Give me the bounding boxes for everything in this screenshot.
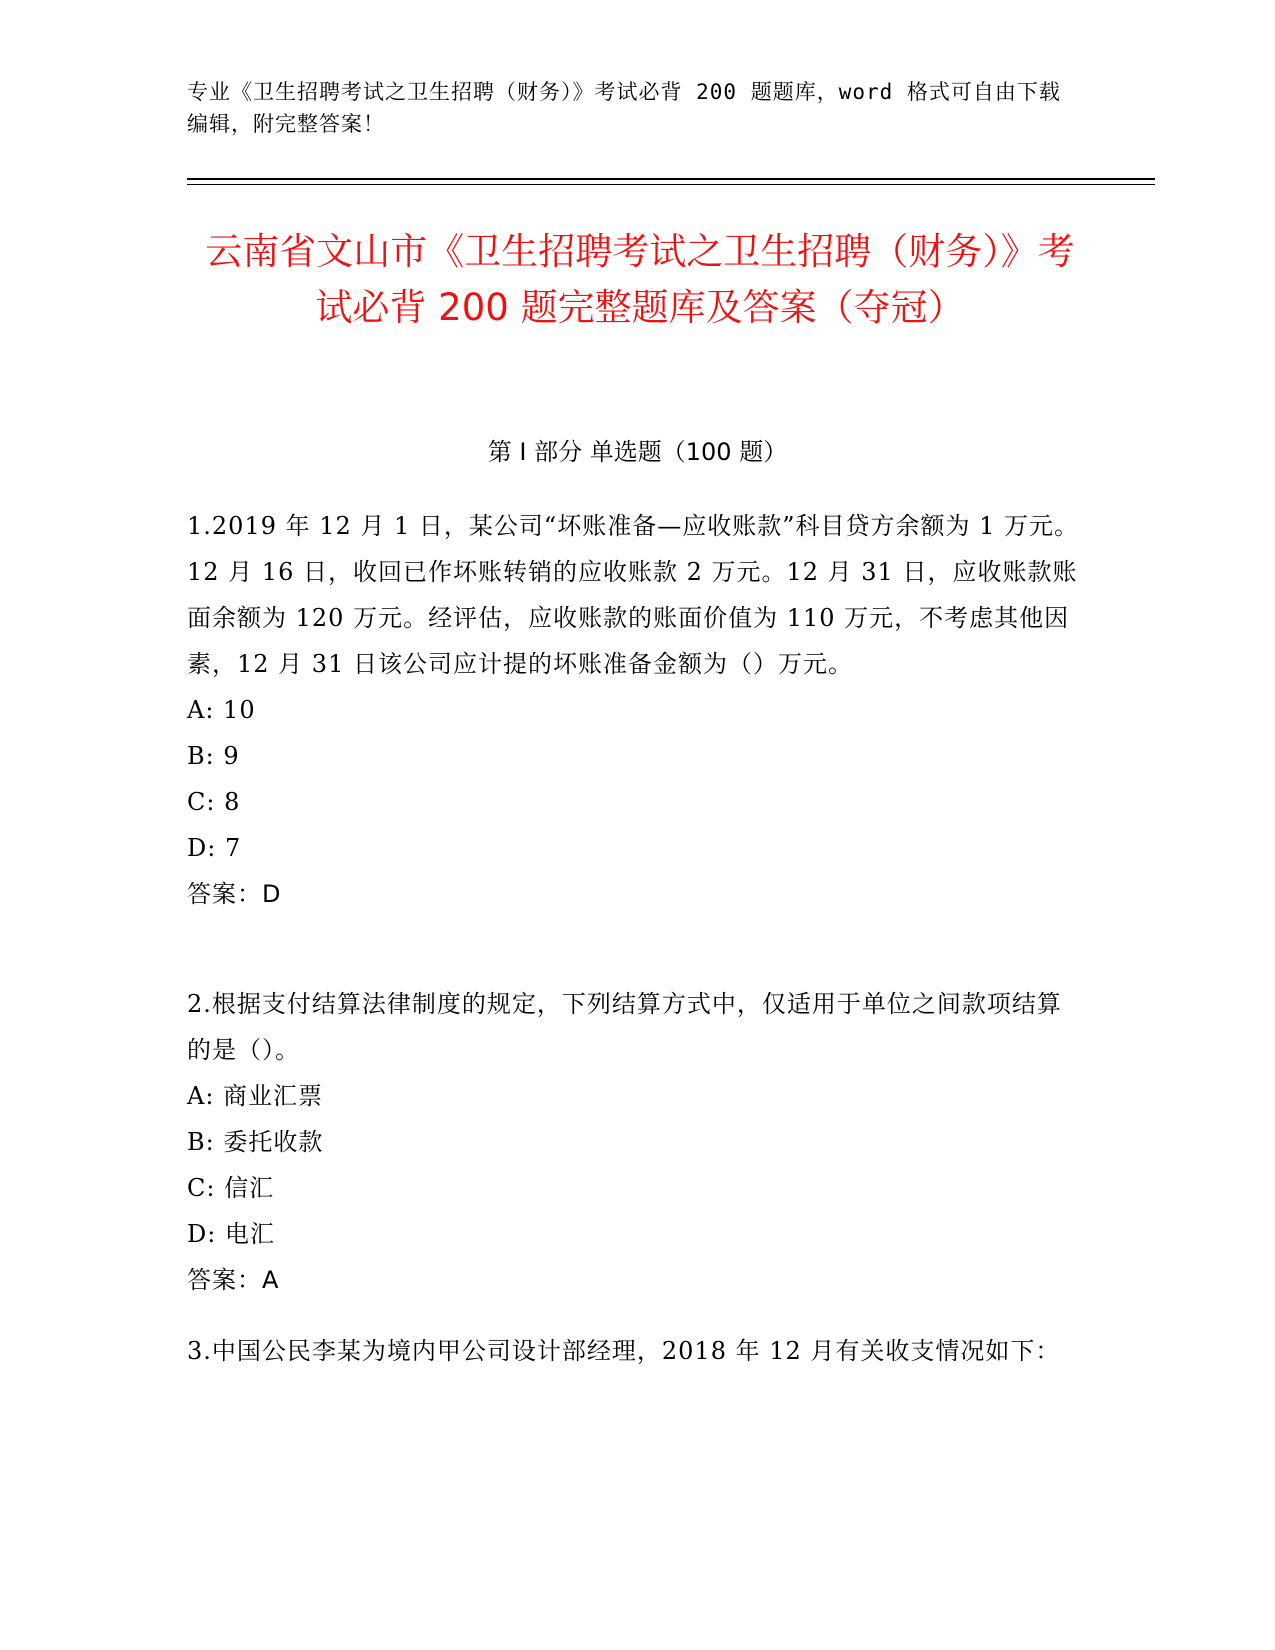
document-title: 云南省文山市《卫生招聘考试之卫生招聘（财务）》考试必背 200 题完整题库及答案（夺冠） xyxy=(205,230,1075,329)
option-b: B: 9 xyxy=(187,742,240,770)
question-3 xyxy=(187,1328,1082,1374)
option-c: C: 信汇 xyxy=(187,1174,275,1202)
header-note: 专业《卫生招聘考试之卫生招聘（财务）》考试必背 200 题题库，word 格式可自由下载编辑，附完整答案！ xyxy=(187,80,1061,136)
question-2 xyxy=(187,981,1082,1303)
option-b: B: 委托收款 xyxy=(187,1128,324,1156)
option-d: D: 7 xyxy=(187,834,242,862)
section-title: 第 I 部分 单选题（100 题） xyxy=(487,438,788,466)
answer: 答案：A xyxy=(187,1266,280,1294)
question-1 xyxy=(187,503,1082,917)
header-divider-thick xyxy=(187,178,1155,180)
option-a: A: 商业汇票 xyxy=(187,1082,324,1110)
answer: 答案：D xyxy=(187,880,282,908)
option-a: A: 10 xyxy=(187,696,256,724)
question-text: 2.根据支付结算法律制度的规定，下列结算方式中，仅适用于单位之间款项结算的是（）。 xyxy=(187,990,1062,1064)
question-text: 3.中国公民李某为境内甲公司设计部经理，2018 年 12 月有关收支情况如下： xyxy=(187,1337,1061,1365)
option-d: D: 电汇 xyxy=(187,1220,275,1248)
header-divider-thin xyxy=(187,184,1155,185)
question-text: 1.2019 年 12 月 1 日，某公司“坏账准备—应收账款”科目贷方余额为 1 万元。12 月 16 日，收回已作坏账转销的应收账款 2 万元。12 月 31 日，应收账款账面余额为 120 万元。经评估，应收账款的账面价值为 110 万元，不考虑其他因素，12 月 31 日该公司应计提的坏账准备金额为（）万元。 xyxy=(187,512,1079,678)
option-c: C: 8 xyxy=(187,788,241,816)
